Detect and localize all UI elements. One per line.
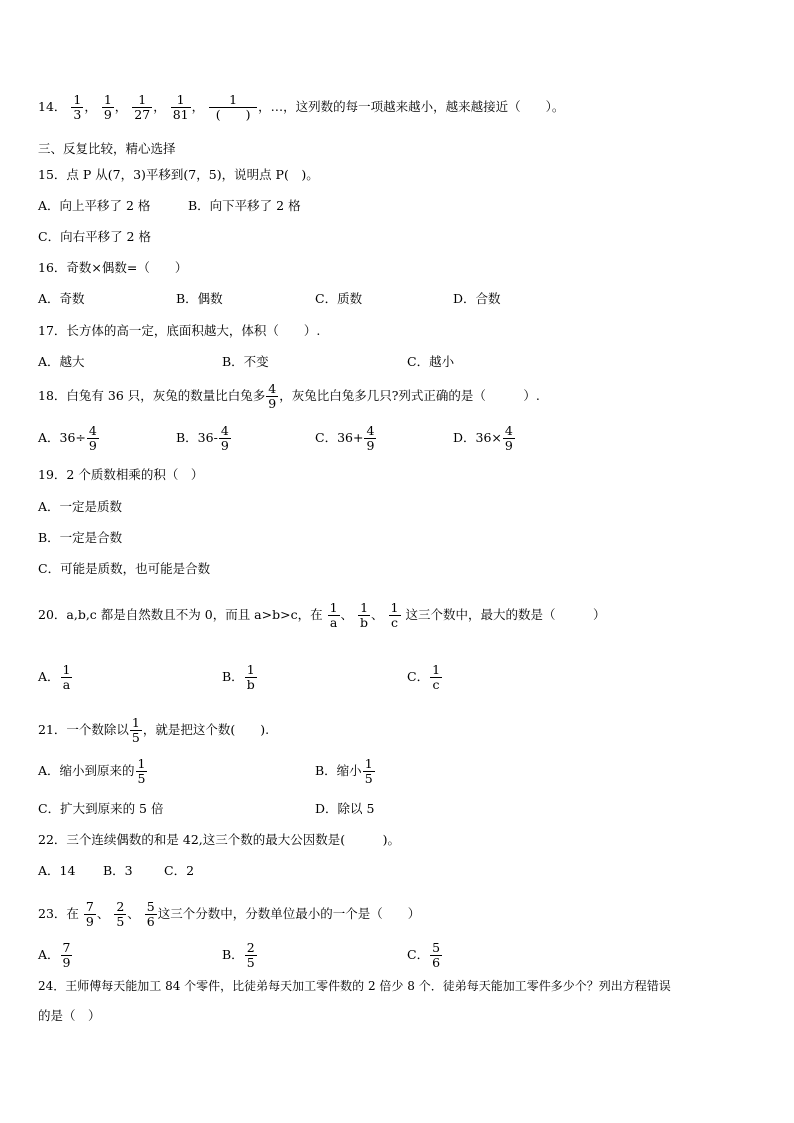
q20-option-b[interactable]: B． $\frac{1}{b}$ — [222, 662, 255, 692]
q21-fraction: $\frac{1}{5}$ — [131, 715, 140, 745]
question-16-stem: 16．奇数×偶数=（ ） — [38, 260, 188, 275]
q14-term-3: $\frac{1}{27}$ — [134, 92, 151, 122]
q21-option-b[interactable]: B．缩小 $\frac{1}{5}$ — [315, 756, 373, 786]
q16-option-c[interactable]: C．质数 — [315, 291, 363, 306]
q21-option-a[interactable]: A．缩小到原来的 $\frac{1}{5}$ — [38, 756, 146, 786]
q16-option-a[interactable]: A．奇数 — [38, 291, 85, 306]
q20-fraction-a: $\frac{1}{a}$ — [329, 600, 338, 630]
q20-fraction-b: $\frac{1}{b}$ — [360, 600, 369, 630]
q23-fraction-2: $\frac{2}{5}$ — [116, 899, 125, 929]
q14-term-4: $\frac{1}{81}$ — [172, 92, 189, 122]
q18-option-a[interactable]: A．36÷ $\frac{4}{9}$ — [38, 423, 97, 453]
q14-term-1: $\frac{1}{3}$ — [73, 92, 82, 122]
q23-fraction-3: $\frac{5}{6}$ — [146, 899, 155, 929]
q14-text: ，…，这列数的每一项越来越小，越来越接近（ ）。 — [258, 99, 565, 114]
q21-option-d[interactable]: D．除以 5 — [315, 801, 375, 816]
q22-option-a[interactable]: A．14 — [38, 863, 76, 878]
q23-fraction-1: $\frac{7}{9}$ — [85, 899, 94, 929]
question-18-stem: 18．白兔有 36 只，灰兔的数量比白兔多 $\frac{4}{9}$ ，灰兔比白兔多几只?列式正确的是（ ）. — [38, 381, 540, 411]
q20-fraction-c: $\frac{1}{c}$ — [390, 600, 399, 630]
q18-fraction: $\frac{4}{9}$ — [268, 381, 277, 411]
question-24-stem-line2: 的是（ ） — [38, 1008, 101, 1023]
question-15-stem: 15．点 P 从(7，3)平移到(7，5)，说明点 P( )。 — [38, 167, 319, 182]
q14-number: 14． — [38, 99, 67, 114]
q17-option-b[interactable]: B．不变 — [222, 354, 269, 369]
q17-option-a[interactable]: A．越大 — [38, 354, 85, 369]
q23-option-c[interactable]: C． $\frac{5}{6}$ — [407, 940, 441, 970]
q22-option-c[interactable]: C．2 — [164, 863, 195, 878]
question-19-stem: 19．2 个质数相乘的积（ ） — [38, 467, 204, 482]
q19-option-a[interactable]: A．一定是质数 — [38, 499, 123, 514]
question-17-stem: 17．长方体的高一定，底面积越大，体积（ ）. — [38, 323, 321, 338]
q14-answer-blank[interactable]: $\frac{1}{( )}$ — [209, 93, 257, 122]
q18-option-d[interactable]: D．36× $\frac{4}{9}$ — [453, 423, 513, 453]
q17-option-c[interactable]: C．越小 — [407, 354, 455, 369]
q15-option-a[interactable]: A．向上平移了 2 格 — [38, 198, 151, 213]
q23-option-b[interactable]: B． $\frac{2}{5}$ — [222, 940, 255, 970]
q19-option-c[interactable]: C．可能是质数，也可能是合数 — [38, 561, 211, 576]
q21-option-c[interactable]: C．扩大到原来的 5 倍 — [38, 801, 164, 816]
question-22-stem: 22．三个连续偶数的和是 42,这三个数的最大公因数是( )。 — [38, 832, 401, 847]
q18-option-b[interactable]: B．36- $\frac{4}{9}$ — [176, 423, 229, 453]
q15-option-c[interactable]: C．向右平移了 2 格 — [38, 229, 151, 244]
section-heading: 三、反复比较，精心选择 — [38, 141, 176, 156]
q23-option-a[interactable]: A． $\frac{7}{9}$ — [38, 940, 71, 970]
question-21-stem: 21．一个数除以 $\frac{1}{5}$ ，就是把这个数( ). — [38, 715, 270, 745]
q20-option-a[interactable]: A． $\frac{1}{a}$ — [38, 662, 71, 692]
question-24-stem-line1: 24．王师傅每天能加工 84 个零件，比徒弟每天加工零件数的 2 倍少 8 个．徒弟每天能加工零件多少个？列出方程错误 — [38, 979, 671, 993]
q22-option-b[interactable]: B．3 — [103, 863, 133, 878]
q16-option-d[interactable]: D．合数 — [453, 291, 501, 306]
q16-option-b[interactable]: B．偶数 — [176, 291, 223, 306]
q19-option-b[interactable]: B．一定是合数 — [38, 530, 123, 545]
q18-option-c[interactable]: C．36+ $\frac{4}{9}$ — [315, 423, 375, 453]
question-23-stem: 23．在 $\frac{7}{9}$ 、 $\frac{2}{5}$ 、 $\frac{5}{6}$ 这三个分数中，分数单位最小的一个是（ ） — [38, 899, 421, 929]
q20-option-c[interactable]: C． $\frac{1}{c}$ — [407, 662, 441, 692]
question-14: 14． $\frac{1}{3}$ ， $\frac{1}{9}$ ， $\frac{1}{27}$ ， $\frac{1}{81}$ ， $\frac{1}{( )}$ ，…，这列数的每一项越来越小，越来越接近（ ）。 — [38, 92, 565, 122]
q15-option-b[interactable]: B．向下平移了 2 格 — [188, 198, 301, 213]
question-20-stem: 20．a,b,c 都是自然数且不为 0，而且 a>b>c，在 $\frac{1}{a}$ 、 $\frac{1}{b}$ 、 $\frac{1}{c}$ 这三个数中，最大的数是（ ） — [38, 600, 606, 630]
q14-term-2: $\frac{1}{9}$ — [103, 92, 112, 122]
